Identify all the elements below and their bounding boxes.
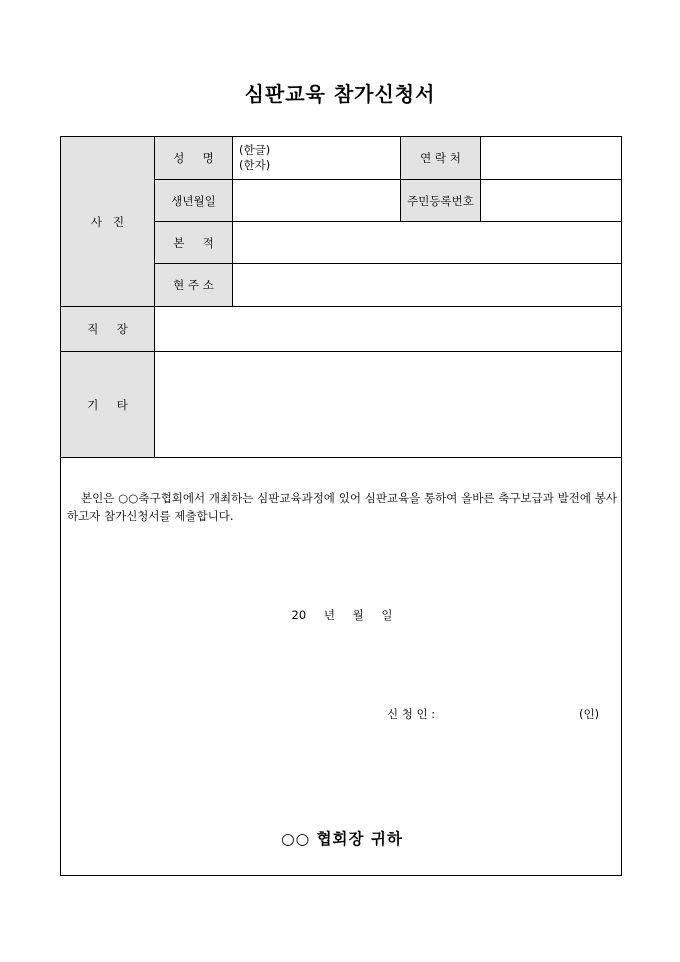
other-label-cell [61,352,155,458]
photo-box[interactable] [61,137,155,307]
resident-no-label-cell [401,180,481,222]
birth-label-cell [155,180,233,222]
address-label: 현 주 소 [173,278,214,292]
workplace-field[interactable] [155,307,621,352]
application-form [60,136,622,876]
resident-no-field[interactable] [481,180,621,222]
address-label-cell [155,264,233,307]
document-title: 심판교육 참가신청서 [244,82,436,106]
seal-label: (인) [579,707,600,721]
origin-label: 본 적 [173,235,214,250]
name-label-cell [155,137,233,180]
birth-field[interactable] [233,180,401,222]
address-field[interactable] [233,264,621,307]
other-field[interactable] [155,352,621,458]
workplace-label-cell [61,307,155,352]
name-label: 성 명 [173,151,214,165]
declaration-statement: 본인은 ○○축구협회에서 개최하는 심판교육과정에 있어 심판교육을 통하여 올바른 축구보급과 발전에 봉사하고자 참가신청서를 제출합니다. [67,491,617,523]
resident-no-label: 주민등록번호 [407,193,474,208]
birth-label: 생년월일 [171,193,216,208]
contact-field[interactable] [481,137,621,180]
contact-label-cell [401,137,481,180]
applicant-label: 신 청 인 : [387,707,436,721]
photo-label: 사 진 [90,214,125,229]
workplace-label: 직 장 [87,322,128,336]
name-hangul-hint: (한글) [239,143,271,157]
origin-label-cell [155,222,233,264]
origin-field[interactable] [233,222,621,264]
name-field[interactable] [233,137,401,180]
addressee: ○○ 협회장 귀하 [281,829,403,848]
other-label: 기 타 [87,397,128,412]
contact-label: 연 락 처 [420,151,461,165]
date-line[interactable]: 20 년 월 일 [291,608,393,622]
name-hanja-hint: (한자) [239,158,271,172]
